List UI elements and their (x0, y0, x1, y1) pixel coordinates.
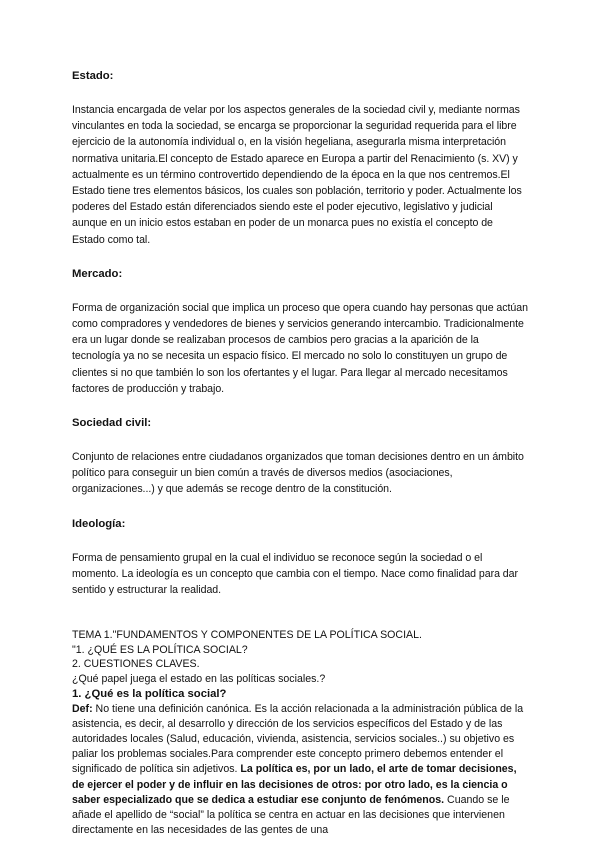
tema-question-line: "1. ¿QUÉ ES LA POLÍTICA SOCIAL? (72, 643, 248, 656)
section-title-sociedad-civil: Sociedad civil: (72, 417, 152, 430)
document-content (72, 68, 528, 838)
def-text-2: Cuando se le añade el apellido de “social” la política se centra en actuar en las decisiones que intervienen directamente en las necesidades de las gentes de una (72, 793, 510, 837)
definition-paragraph (72, 702, 528, 839)
def-label: Def: (72, 702, 93, 715)
def-bold-text: La política es, por un lado, el arte de tomar decisiones, de ejercer el poder y de influir en las decisiones de otros: por otro lado, es la ciencia o saber especializado que se dedica a estudiar ese conjunto de fenómenos. (72, 763, 517, 806)
section-text-mercado: Forma de organización social que implica un proceso que opera cuando hay personas que actúan como compradores y vendedores de bienes y servicios generando intercambio. Tradicionalmente era un lugar donde se realizaban procesos de cambios pero gracias a la aparición de la tecnología ya no se necesita un espacio físico. El mercado no solo lo constituyen un grupo de clientes si no que también lo son los ofertantes y el lugar. Para llegar al mercado necesitamos factores de producción y trabajo. (72, 301, 528, 395)
section-title-ideologia: Ideología: (72, 517, 126, 530)
tema-papel-line: ¿Qué papel juega el estado en las políticas sociales.? (72, 673, 326, 686)
section-text-sociedad-civil: Conjunto de relaciones entre ciudadanos organizados que toman decisiones dentro en un ámbito político para conseguir un bien común a través de diversos medios (asociaciones, organizaciones...) y que además se recoge dentro de la constitución. (72, 451, 524, 496)
subheading-politica-social: 1. ¿Qué es la política social? (72, 687, 227, 700)
section-text-estado: Instancia encargada de velar por los aspectos generales de la sociedad civil y, mediante normas vinculantes en toda la sociedad, se encarga se proporcionar la seguridad requerida para el libre ejercicio de la autonomía individual o, en la visión hegeliana, asegurarla misma interpretación normativa unitaria.El concepto de Estado aparece en Europa a partir del Renacimiento (s. XV) y actualmente es un término controvertido dependiendo de la época en la que nos centremos.El Estado tiene tres elementos básicos, los cuales son población, territorio y poder. Actualmente los poderes del Estado están diferenciados siendo este el poder ejecutivo, legislativo y judicial aunque en un inicio estos estaban en poder de un monarca pues no existía el concepto de Estado como tal. (72, 104, 522, 246)
tema-cuestiones-line: 2. CUESTIONES CLAVES. (72, 658, 200, 671)
section-title-estado: Estado: (72, 70, 114, 82)
section-title-mercado: Mercado: (72, 267, 123, 280)
section-text-ideologia: Forma de pensamiento grupal en la cual el individuo se reconoce según la sociedad o el momento. La ideología es un concepto que cambia con el tiempo. Nace como finalidad para dar sentido y estructurar la realidad. (72, 551, 518, 597)
tema-title-line: TEMA 1."FUNDAMENTOS Y COMPONENTES DE LA POLÍTICA SOCIAL. (72, 629, 422, 642)
def-text-1: No tiene una definición canónica. Es la acción relacionada a la administración pública de la asistencia, es decir, al desarrollo y dirección de los servicios específicos del Estado y de las autoridades locales (Salud, educación, vivienda, asistencia, servicios sociales..) su objetivo es paliar los problemas sociales.Para comprender este concepto primero debemos entender el significado de política sin adjetivos. (72, 702, 524, 776)
